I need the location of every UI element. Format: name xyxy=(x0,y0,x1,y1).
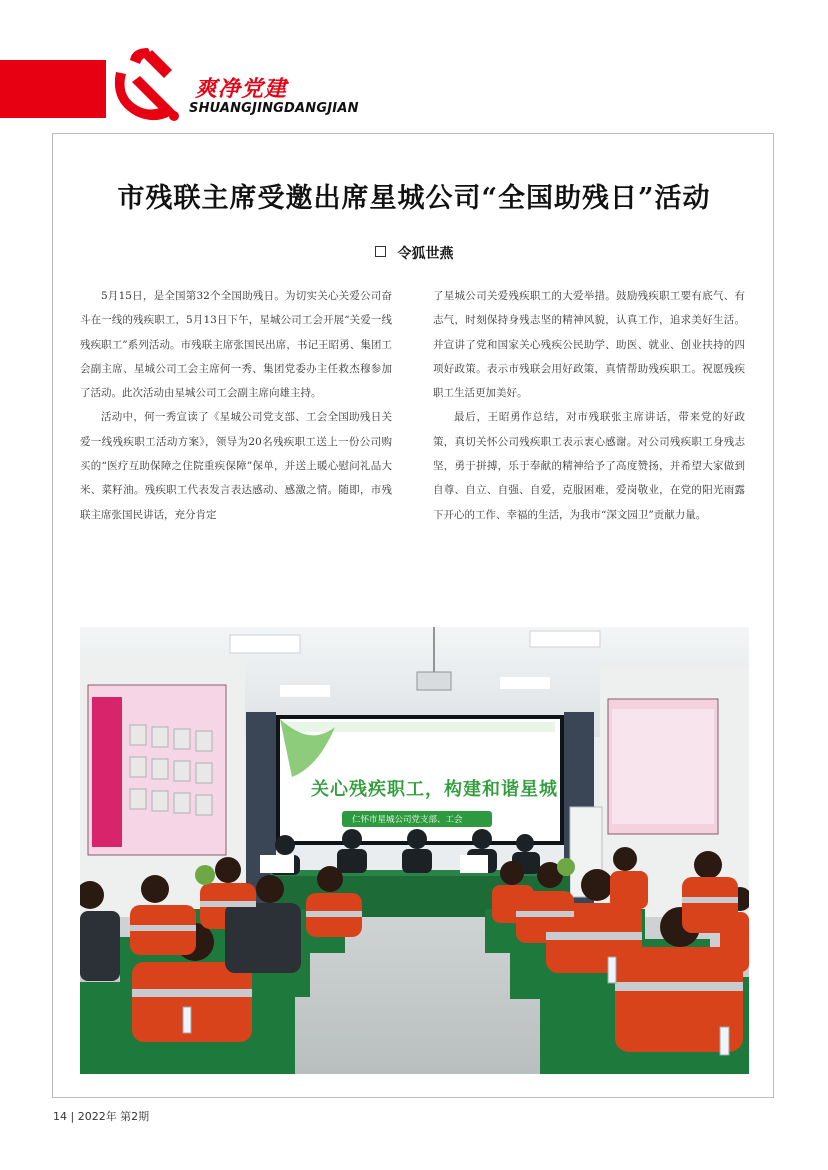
page-footer: 14 | 2022年 第2期 xyxy=(53,1110,150,1123)
paragraph: 最后，王昭勇作总结，对市残联张主席讲话，带来党的好政策，真切关怀公司残疾职工表示衷心感谢。对公司残疾职工身残志坚，勇于拼搏，乐于奉献的精神给予了高度赞扬，并希望大家做到自尊、自立、自强、自爱，克服困难，爱岗敬业，在党的阳光雨露下开心的工作、幸福的生活，为我市“深文园卫”贡献力量。 xyxy=(433,411,745,521)
paragraph: 5月15日，是全国第32个全国助残日。为切实关心关爱公司奋斗在一线的残疾职工，5月13日下午，星城公司工会开展“关爱一线残疾职工”系列活动。市残联主席张国民出席，书记王昭勇、集团工会副主席、星城公司工会主席何一秀、集团党委办主任救杰穆参加了活动。此次活动由星城公司工会副主席向雄主持。 xyxy=(80,290,392,400)
brand-subtitle: SHUANGJINGDANGJIAN xyxy=(189,101,359,116)
square-bullet-icon xyxy=(375,246,386,257)
header-red-bar xyxy=(0,60,106,118)
paragraph: 了星城公司关爱残疾职工的大爱举措。鼓励残疾职工要有底气、有志气，时刻保持身残志坚的精神风貌，认真工作，追求美好生活。并宣讲了党和国家关心残疾公民助学、助医、就业、创业扶持的四项好政策。表示市残联会用好政策，真情帮助残疾职工。祝愿残疾职工生活更加美好。 xyxy=(433,290,745,400)
banner-organizer: 仁怀市星城公司党支部、工会 xyxy=(352,815,463,825)
brand-title: 爽净党建 xyxy=(195,77,288,102)
banner-slogan: 关心残疾职工，构建和谐星城 xyxy=(311,779,558,800)
article-title: 市残联主席受邀出席星城公司“全国助残日”活动 xyxy=(117,183,711,214)
article-column-left xyxy=(80,284,392,527)
paragraph: 活动中，何一秀宣读了《星城公司党支部、工会全国助残日关爱一线残疾职工活动方案》，领导为20名残疾职工送上一份公司购买的“医疗互助保障之住院重疾保障”保单，并送上暖心慰问礼品大米、菜籽油。残疾职工代表发言表达感动、感激之情。随即，市残联主席张国民讲话，充分肯定 xyxy=(80,411,392,521)
article-column-right xyxy=(433,284,745,527)
event-photo xyxy=(80,627,749,1074)
meeting-room-illustration xyxy=(80,627,749,1074)
party-emblem-icon xyxy=(102,42,186,126)
author-name: 令狐世燕 xyxy=(397,246,454,262)
article-author xyxy=(60,243,768,263)
